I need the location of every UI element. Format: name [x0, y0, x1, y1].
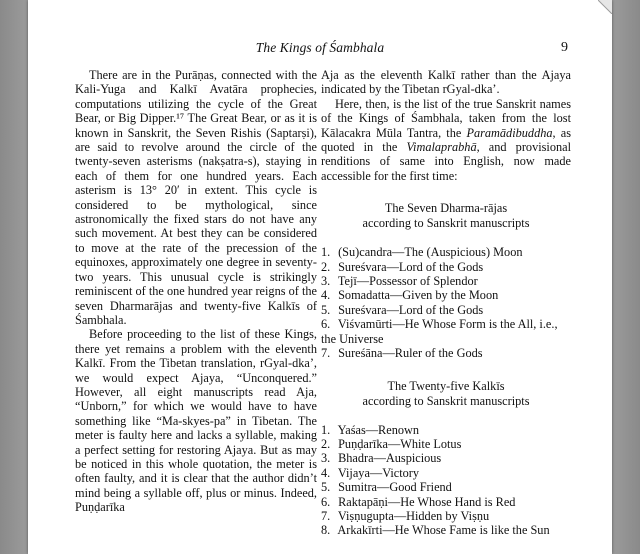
list-item-text: Vijaya—Victory [337, 465, 420, 480]
list-item-number: 4. [321, 465, 331, 480]
list-item-number: 5. [321, 302, 331, 317]
list-item-text: (Su)candra—The (Auspicious) Moon [338, 245, 523, 260]
intro-part-a: Here, then, is the list of the true Sanskrit names of the Kings of Śambhala, taken from the lost Kālacakra Mūla Tantra, the [321, 96, 571, 140]
list-item-number: 8. [321, 523, 331, 538]
kalki-list-item [321, 466, 571, 480]
list-item-text: Tejī—Possessor of Splendor [337, 274, 478, 289]
list-item-number: 2. [321, 259, 331, 274]
list-item-number: 3. [321, 274, 331, 289]
list-item-number: 6. [321, 494, 331, 509]
paragraph-aja-continuation: Aja as the eleventh Kalkī rather than the Ajaya indicated by the Tibetan rGyal-dka’. [321, 68, 571, 97]
list-item-text: Raktapāṇi—He Whose Hand is Red [338, 494, 516, 509]
dharmaraja-list-item [321, 245, 571, 259]
dharmaraja-list-item [321, 274, 571, 288]
kalki-list-item [321, 423, 571, 437]
list-item-text: Yaśas—Renown [337, 422, 420, 437]
title-paramadibuddha: Paramādibuddha [466, 125, 553, 140]
list-item-number: 7. [321, 508, 331, 523]
list-item-number: 1. [321, 245, 331, 260]
list-item-text: Sumitra—Good Friend [338, 480, 452, 495]
list-item-text: Sureśvara—Lord of the Gods [338, 259, 484, 274]
list-item-number: 1. [321, 422, 331, 437]
list-item-text: Somadatta—Given by the Moon [338, 288, 499, 303]
kalki-list-item [321, 523, 571, 537]
list-item-number: 2. [321, 436, 331, 451]
page-corner-icon[interactable] [598, 0, 612, 14]
dharmaraja-list [321, 245, 571, 360]
dharmarajas-heading [321, 201, 571, 231]
dharmaraja-list-item [321, 317, 571, 346]
list-item-text: Arkakīrti—He Whose Fame is like the Sun [337, 523, 550, 538]
list-item-text: Sureśvara—Lord of the Gods [338, 302, 484, 317]
running-header [28, 40, 612, 60]
dharmaraja-list-item [321, 260, 571, 274]
left-column [75, 68, 317, 515]
kalkis-heading [321, 379, 571, 409]
title-vimalaprabha: Vimalaprabhā [406, 140, 477, 155]
dharmarajas-heading-subtitle: according to Sanskrit manuscripts [362, 216, 530, 231]
right-column [321, 68, 571, 538]
paragraph-kings-list-intro [321, 97, 571, 183]
dharmaraja-list-item [321, 288, 571, 302]
dharmarajas-heading-title: The Seven Dharma-rājas [384, 201, 508, 216]
dharmaraja-list-item [321, 303, 571, 317]
kalki-list-item [321, 480, 571, 494]
list-item-text: Viṣṇugupta—Hidden by Viṣṇu [337, 508, 490, 523]
list-item-number: 3. [321, 451, 331, 466]
book-page [28, 0, 612, 554]
kalki-list-item [321, 451, 571, 465]
list-item-number: 4. [321, 288, 331, 303]
intro-part-b: , as quoted in the [321, 125, 571, 155]
kalki-list-item [321, 437, 571, 451]
list-item-number: 7. [321, 346, 331, 361]
kalkis-heading-title: The Twenty-five Kalkīs [387, 378, 505, 393]
intro-part-c: , and provisional renditions of same into English, now made accessible for the first time: [321, 140, 572, 183]
running-title: The Kings of Śambhala [255, 40, 385, 55]
list-item-text: Puṇḍarīka—White Lotus [338, 436, 462, 451]
list-item-text: Bhadra—Auspicious [338, 451, 442, 466]
kalkis-heading-subtitle: according to Sanskrit manuscripts [362, 393, 530, 408]
kalki-list [321, 423, 571, 538]
paragraph-saptarsi-cycle: There are in the Purāṇas, connected with the Kali-Yuga and Kalkī Avatāra prophecies, computations utilizing the cycle of the Great Bear, or Big Dipper.¹⁷ The Great Bear, or as it is known in Sanskrit, the Seven Rishis (Saptarṣi), are said to revolve around the circle of the twenty-seven asterisms (nakṣatra-s), staying in each of them for one hundred years. Each asterism is 13° 20′ in extent. This cycle is considered to be mythological, since astronomically the fixed stars do not have any such movement. At best they can be considered to move at the rate of the precession of the equinoxes, approximately one degree in seventy-two years. This unusual cycle is strikingly reminiscent of the one hundred year reigns of the seven Dharmarājas and twenty-five Kalkīs of Śambhala. [75, 68, 317, 327]
paragraph-eleventh-kalki: Before proceeding to the list of these Kings, there yet remains a problem with the eleventh Kalkī. From the Tibetan translation, rGyal-dka’, we would expect Ajaya, “Unconquered.” However, all eight manuscripts read Aja, “Unborn,” for which we would have to have something like “Ma-skyes-pa” in Tibetan. The meter is faulty here and lacks a syllable, making a perfect setting for restoring Ajaya. But as may be noticed in this whole quotation, the meter is often faulty, and it is clear that the author didn’t mind being a syllable off, plus or minus. Indeed, Puṇḍarīka [75, 327, 317, 515]
list-item-number: 6. [321, 317, 331, 332]
dharmaraja-list-item [321, 346, 571, 360]
list-item-text: Viśvamūrti—He Whose Form is the All, i.e., the Universe [321, 317, 558, 346]
kalki-list-item [321, 509, 571, 523]
page-number: 9 [561, 40, 568, 55]
list-item-text: Sureśāna—Ruler of the Gods [338, 346, 483, 361]
list-item-number: 5. [321, 480, 331, 495]
kalki-list-item [321, 495, 571, 509]
